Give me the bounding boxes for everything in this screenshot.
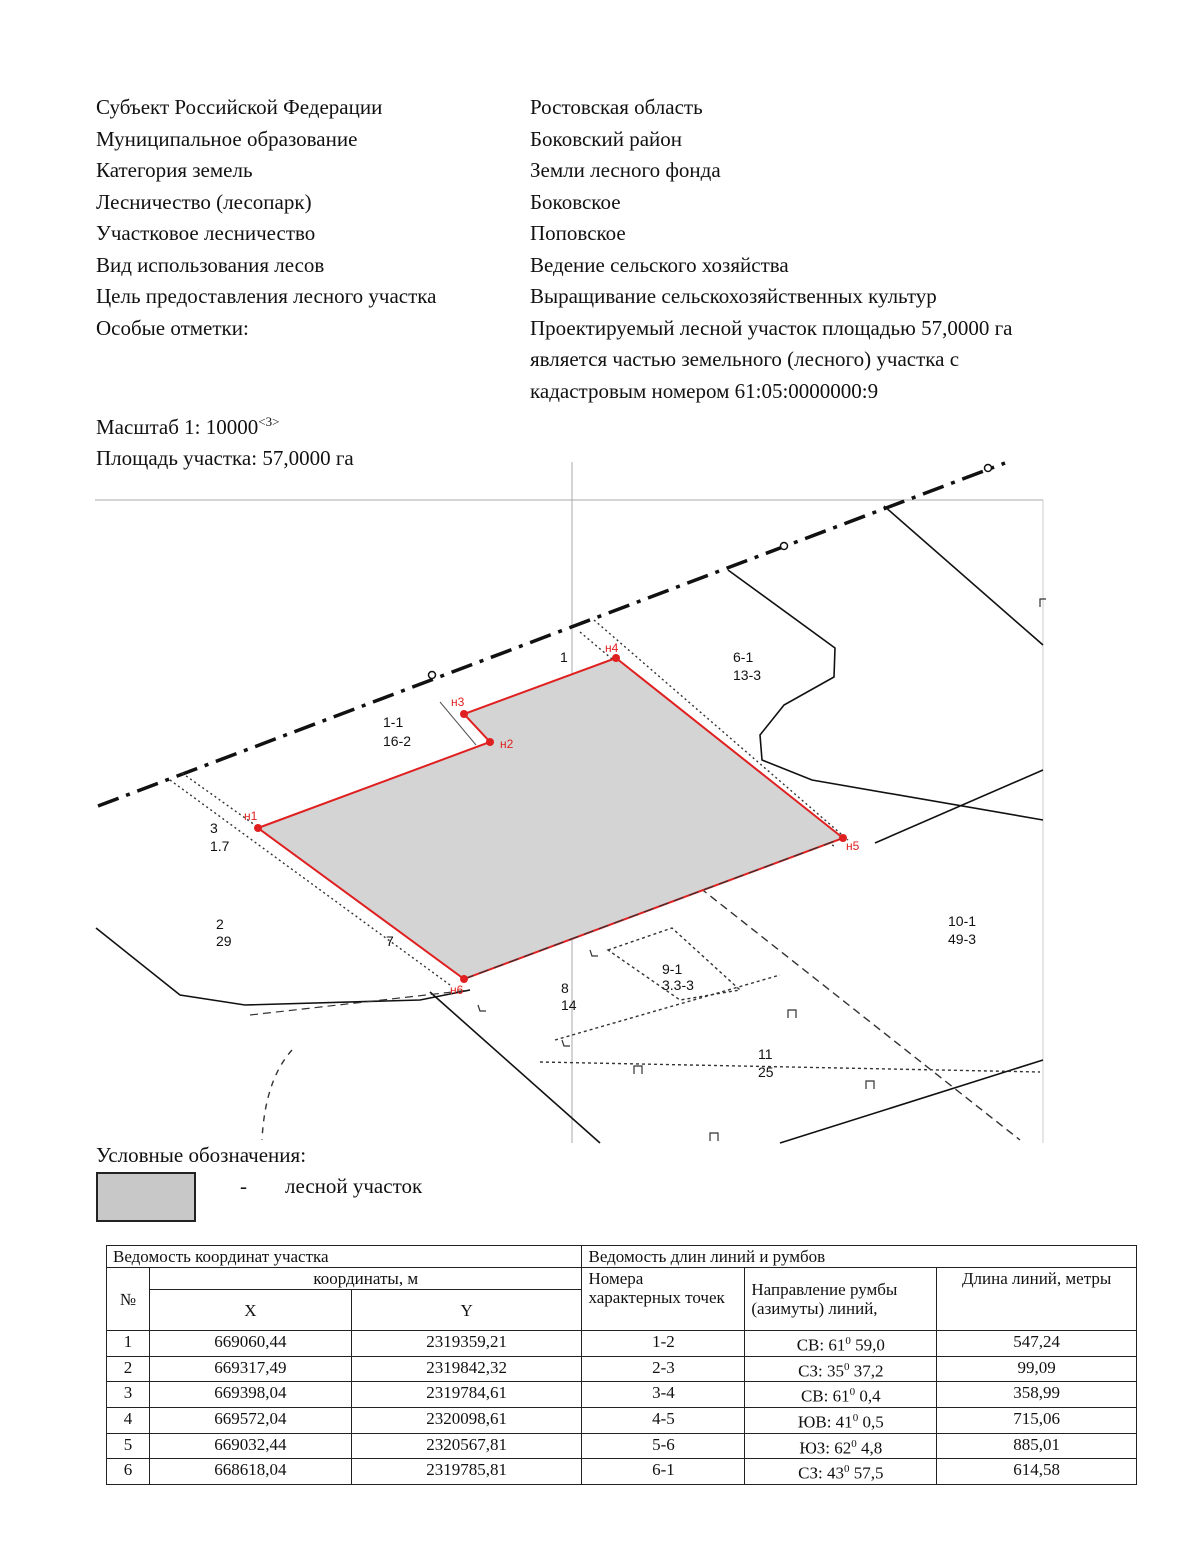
- point-label: н2: [500, 737, 514, 751]
- table-row: [107, 1356, 1137, 1382]
- direction-b: 59,0: [850, 1335, 885, 1355]
- y-value: 2319784,61: [351, 1382, 582, 1408]
- length-value: 715,06: [937, 1407, 1137, 1433]
- degree-mark: 0: [852, 1411, 859, 1424]
- parcel-boundary: [780, 1060, 1043, 1143]
- length-value: 614,58: [937, 1459, 1137, 1485]
- parcel-label: 1: [560, 649, 568, 665]
- parcel-label: 10-1: [948, 913, 977, 929]
- point-label: н4: [605, 641, 619, 655]
- x-value: 669060,44: [149, 1331, 351, 1357]
- degree-mark: 0: [843, 1463, 850, 1476]
- y-value: 2319785,81: [351, 1459, 582, 1485]
- degree-mark: 0: [843, 1360, 850, 1373]
- coordinates-table: [106, 1245, 1137, 1485]
- legend-swatch: [96, 1172, 196, 1222]
- parcel-label: 1-1: [383, 714, 404, 730]
- map-symbol: [634, 1066, 642, 1074]
- legend-dash: -: [240, 1174, 247, 1198]
- length-value: 358,99: [937, 1382, 1137, 1408]
- length-value: 547,24: [937, 1331, 1137, 1357]
- points-header: Номера характерных точек: [582, 1268, 745, 1331]
- table-row: [107, 1331, 1137, 1357]
- boundary-marker: [781, 543, 788, 550]
- y-value: 2320567,81: [351, 1433, 582, 1459]
- info-value: Ростовская область: [530, 95, 703, 119]
- legend-title: Условные обозначения:: [96, 1143, 307, 1167]
- table-row: [107, 1407, 1137, 1433]
- area-line: Площадь участка: 57,0000 га: [96, 446, 354, 470]
- map-symbol: [590, 950, 598, 956]
- map-symbol: [866, 1081, 874, 1089]
- parcel-boundary: [884, 506, 1043, 645]
- boundary-marker: [429, 672, 436, 679]
- row-number: 3: [107, 1382, 150, 1408]
- points-value: 2-3: [582, 1356, 745, 1382]
- info-label: Цель предоставления лесного участка: [96, 284, 437, 308]
- parcel-label: 3.3-3: [662, 977, 694, 993]
- direction-value: [745, 1407, 937, 1433]
- parcel-label: 25: [758, 1064, 774, 1080]
- y-value: 2320098,61: [351, 1407, 582, 1433]
- row-number: 1: [107, 1331, 150, 1357]
- x-value: 669398,04: [149, 1382, 351, 1408]
- degree-mark: 0: [851, 1437, 857, 1450]
- table-row: [107, 1433, 1137, 1459]
- direction-header: Направление румбы (азимуты) линий,: [745, 1268, 937, 1331]
- direction-a: ЮЗ: 62: [799, 1438, 852, 1458]
- points-value: 4-5: [582, 1407, 745, 1433]
- parcel-label: 9-1: [662, 961, 683, 977]
- x-value: 669317,49: [149, 1356, 351, 1382]
- parcel-label: 3: [210, 820, 218, 836]
- parcel-label: 13-3: [733, 667, 762, 683]
- info-label: Вид использования лесов: [96, 252, 325, 277]
- table-header-row: [107, 1268, 1137, 1290]
- direction-value: [745, 1356, 937, 1382]
- info-label: Участковое лесничество: [96, 221, 316, 245]
- points-value: 5-6: [582, 1433, 745, 1459]
- degree-mark: 0: [845, 1335, 851, 1347]
- points-value: 6-1: [582, 1459, 745, 1485]
- point-label: н3: [451, 695, 465, 709]
- degree-mark: 0: [849, 1386, 856, 1399]
- plot-point-n2: [486, 738, 494, 746]
- boundary-marker: [985, 465, 992, 472]
- parcel-boundary: [875, 770, 1043, 843]
- info-row: [96, 281, 1156, 313]
- direction-value: [745, 1433, 937, 1459]
- direction-b: 37,2: [849, 1361, 884, 1381]
- info-value: Ведение сельского хозяйства: [530, 252, 789, 277]
- direction-b: 4,8: [856, 1438, 883, 1458]
- direction-b: 0,5: [858, 1412, 884, 1432]
- info-label: Муниципальное образование: [96, 126, 358, 151]
- info-row: [96, 187, 1156, 219]
- parcel-boundary: [728, 570, 1043, 820]
- parcel-label: 11: [758, 1046, 773, 1062]
- plot-point-n4: [612, 654, 620, 662]
- parcel-boundary: [430, 992, 600, 1143]
- table-right-title: Ведомость длин линий и румбов: [582, 1246, 1137, 1268]
- direction-a: СЗ: 43: [798, 1463, 844, 1483]
- map-symbol: [478, 1005, 486, 1011]
- num-header: №: [107, 1268, 150, 1331]
- row-number: 4: [107, 1407, 150, 1433]
- table-left-title: Ведомость координат участка: [107, 1246, 582, 1268]
- special-notes-line: Проектируемый лесной участок площадью 57,0000 га: [530, 315, 1013, 340]
- legend-label: лесной участок: [285, 1174, 423, 1198]
- info-value: Земли лесного фонда: [530, 158, 721, 182]
- table-title-row: [107, 1246, 1137, 1268]
- x-value: 668618,04: [149, 1459, 351, 1485]
- direction-a: СВ: 61: [796, 1335, 846, 1355]
- direction-a: СВ: 61: [800, 1386, 850, 1406]
- points-value: 1-2: [582, 1331, 745, 1357]
- info-row: [96, 313, 1156, 408]
- parcel-label: 8: [561, 980, 569, 996]
- info-label: Субъект Российской Федерации: [96, 95, 383, 119]
- parcel-label: 1.7: [210, 838, 230, 854]
- plot-point-n6: [460, 975, 468, 983]
- special-notes-line: является частью земельного (лесного) участка с: [530, 347, 960, 371]
- info-label: Лесничество (лесопарк): [96, 189, 312, 214]
- y-value: 2319359,21: [351, 1331, 582, 1357]
- plot-point-n3: [460, 710, 468, 718]
- x-value: 669572,04: [149, 1407, 351, 1433]
- plot-point-n1: [254, 824, 262, 832]
- direction-b: 57,5: [849, 1463, 884, 1483]
- length-header: Длина линий, метры: [937, 1268, 1137, 1331]
- x-header: X: [149, 1290, 351, 1331]
- info-value: Боковское: [530, 189, 621, 214]
- info-label: Категория земель: [96, 158, 253, 182]
- info-row: [96, 92, 1156, 124]
- table-row: [107, 1459, 1137, 1485]
- point-label: н6: [450, 983, 464, 997]
- direction-value: [745, 1459, 937, 1485]
- dashed-arc: [262, 1050, 292, 1140]
- points-value: 3-4: [582, 1382, 745, 1408]
- map-symbol: [788, 1010, 796, 1018]
- direction-a: СЗ: 35: [798, 1361, 844, 1381]
- direction-a: ЮВ: 41: [797, 1412, 853, 1432]
- parcel-label: 29: [216, 933, 232, 949]
- info-value: [530, 313, 1156, 408]
- info-row: [96, 155, 1156, 187]
- parcel-label: 14: [561, 997, 577, 1013]
- scale-text: Масштаб 1: 10000: [96, 415, 259, 439]
- parcel-label: 49-3: [948, 931, 977, 947]
- scale-note: <3>: [258, 414, 280, 429]
- map-symbol: [562, 1040, 570, 1046]
- point-label: н5: [846, 839, 860, 853]
- info-row: [96, 250, 1156, 282]
- table-row: [107, 1382, 1137, 1408]
- plot-info: [96, 92, 1156, 407]
- point-label: н1: [244, 809, 258, 823]
- parcel-label: 2: [216, 916, 224, 932]
- x-value: 669032,44: [149, 1433, 351, 1459]
- info-row: [96, 218, 1156, 250]
- row-number: 6: [107, 1459, 150, 1485]
- dashed-line: [540, 1062, 1040, 1072]
- info-value: Выращивание сельскохозяйственных культур: [530, 284, 937, 308]
- scale-line: [96, 406, 354, 443]
- y-header: Y: [351, 1290, 582, 1331]
- parcel-label: 6-1: [733, 649, 754, 665]
- dashed-line: [250, 990, 470, 1015]
- direction-b: 0,4: [855, 1386, 881, 1406]
- info-label: Особые отметки:: [96, 315, 249, 340]
- parcel-label: 16-2: [383, 733, 412, 749]
- y-value: 2319842,32: [351, 1356, 582, 1382]
- row-number: 5: [107, 1433, 150, 1459]
- coords-header: координаты, м: [149, 1268, 582, 1290]
- row-number: 2: [107, 1356, 150, 1382]
- info-value: Поповское: [530, 221, 626, 245]
- map-symbol: [710, 1133, 718, 1141]
- info-value: Боковский район: [530, 126, 683, 151]
- info-row: [96, 124, 1156, 156]
- length-value: 99,09: [937, 1356, 1137, 1382]
- cadastral-map: [0, 458, 1200, 1148]
- parcel-label: 7: [386, 933, 394, 949]
- direction-value: [745, 1382, 937, 1408]
- special-notes-line: кадастровым номером 61:05:0000000:9: [530, 378, 879, 403]
- length-value: 885,01: [937, 1433, 1137, 1459]
- direction-value: [745, 1331, 937, 1357]
